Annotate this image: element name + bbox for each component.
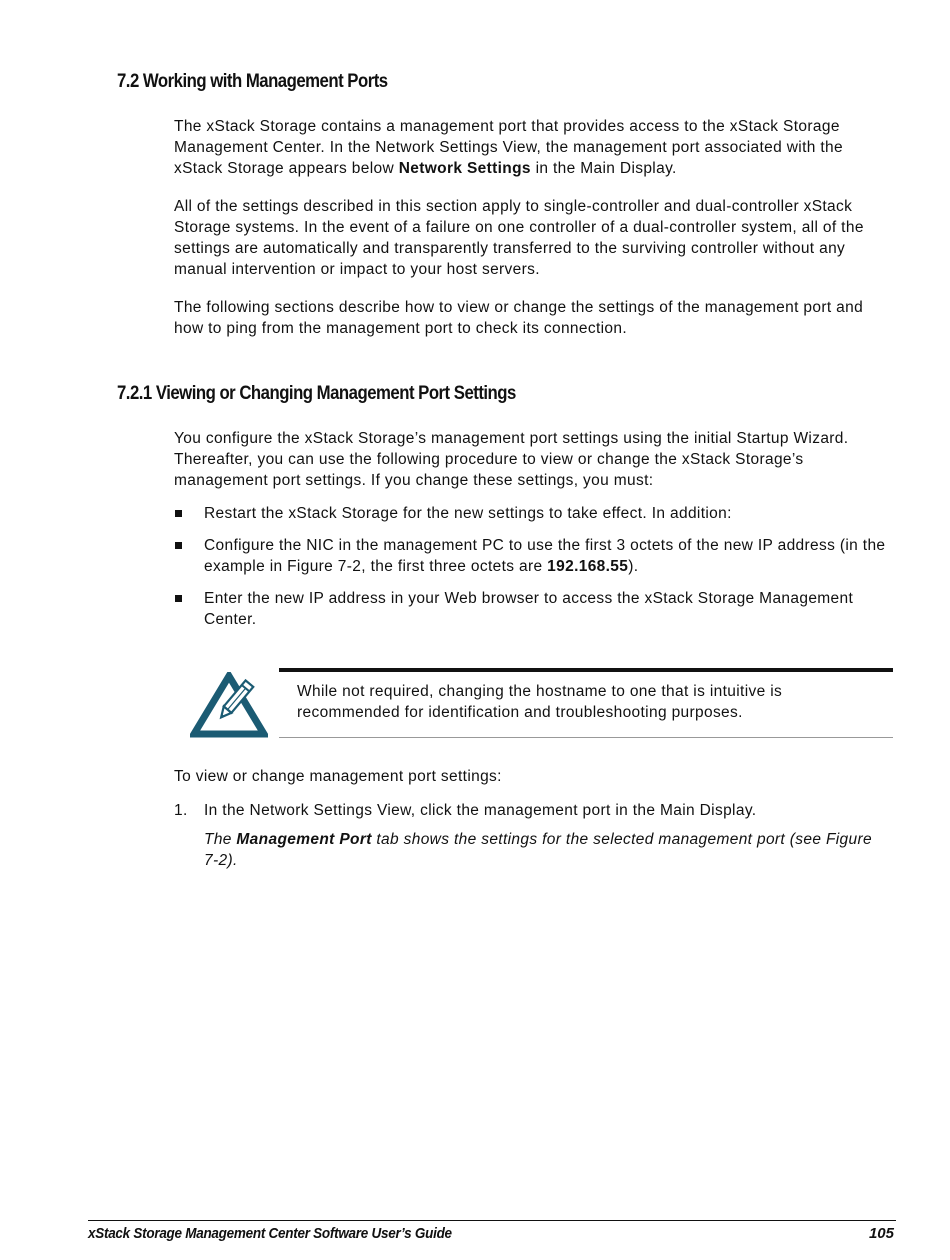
step-number: 1. [174,802,188,819]
list-item [174,588,886,630]
page-number: 105 [868,1225,894,1242]
paragraph-overview: The following sections describe how to view or change the settings of the management port and how to ping from the management port to check its connection. [174,299,864,337]
requirements-list [174,503,886,641]
paragraph-text: in the Main Display. [530,160,677,177]
footer-title: xStack Storage Management Center Software User’s Guide [88,1225,452,1242]
bullet-square-icon [175,542,182,549]
list-item-text: Enter the new IP address in your Web browser to access the xStack Storage Management Center. [204,590,854,628]
footer-rule [88,1220,896,1221]
paragraph-configure: You configure the xStack Storage’s management port settings using the initial Startup Wizard. Thereafter, you can use the following procedure to view or change the xStack Storage’s management port settings. If you change these settings, you must: [174,430,849,489]
procedure-intro: To view or change management port settings: [174,768,502,785]
bullet-square-icon [175,595,182,602]
pencil-note-icon [190,672,268,738]
list-item-text: Configure the NIC in the management PC to use the first 3 octets of the new IP address (in the example in Figure 7-2, the first three octets are [204,537,886,575]
step-result [204,829,886,871]
note-bottom-rule [279,737,893,738]
subsection-heading: 7.2.1 Viewing or Changing Management Port Settings [117,382,516,404]
list-item-text: Restart the xStack Storage for the new settings to take effect. In addition: [204,505,732,522]
note-text: While not required, changing the hostname to one that is intuitive is recommended for identification and troubleshooting purposes. [297,683,783,721]
management-port-term: Management Port [236,831,372,848]
network-settings-term: Network Settings [398,160,531,177]
list-item [174,535,886,577]
paragraph-text: The xStack Storage contains a management port that provides access to the xStack Storage Management Center. In the Network Settings View, the management port associated with the xStack Storage appears below [174,118,843,177]
bullet-square-icon [175,510,182,517]
step-result-text: tab shows the settings for the selected management port (see Figure 7-2). [204,831,872,869]
paragraph-controllers: All of the settings described in this section apply to single-controller and dual-controller xStack Storage systems. In the event of a failure on one controller of a dual-controller system, all of the settings are automatically and transparently transferred to the surviving controller without any manual intervention or impact to your host servers. [174,198,864,278]
list-item [174,503,886,524]
section-heading: 7.2 Working with Management Ports [117,70,388,92]
ip-octets: 192.168.55 [547,558,629,575]
paragraph-intro [174,116,886,179]
step-text: In the Network Settings View, click the management port in the Main Display. [204,802,757,819]
list-item-text: ). [628,558,639,575]
step-result-text: The [204,831,237,848]
note-top-rule [279,668,893,672]
